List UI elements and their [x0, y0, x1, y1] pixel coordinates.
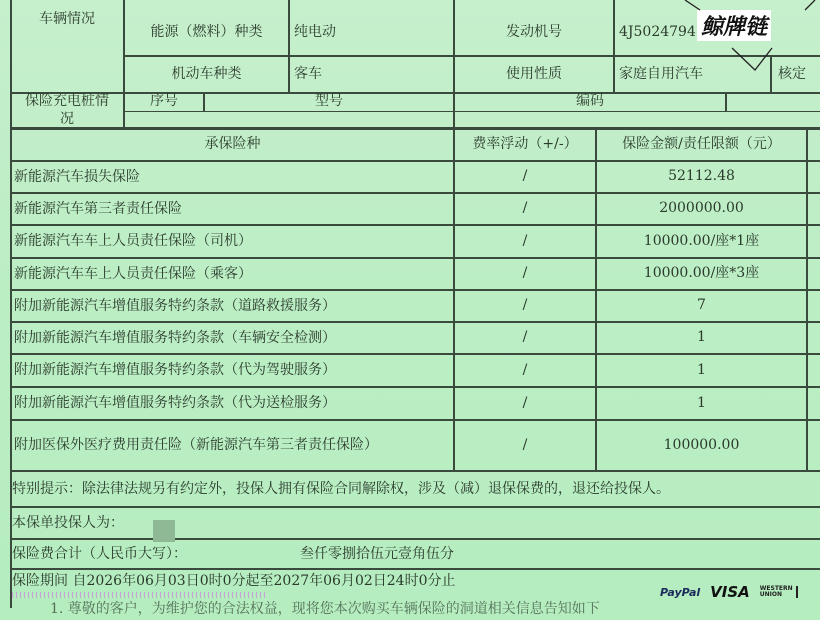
coverage-amount: 1 — [697, 361, 706, 378]
usage-value: 家庭自用汽车 — [619, 66, 703, 83]
engine-number-label: 发动机号 — [506, 23, 562, 40]
coverage-name: 新能源汽车损失保险 — [14, 168, 140, 185]
approved-label: 核定 — [778, 66, 806, 83]
coverage-rate: / — [522, 297, 528, 314]
usage-label: 使用性质 — [506, 65, 562, 82]
coverage-amount: 52112.48 — [668, 168, 735, 185]
payment-logos — [660, 583, 798, 601]
policyholder-label: 本保单投保人为： — [12, 514, 124, 531]
charger-model-header: 型号 — [315, 92, 343, 109]
coverage-amount: 10000.00/座*3座 — [643, 265, 760, 282]
coverage-rate: / — [522, 200, 528, 217]
coverage-name: 附加医保外医疗费用责任险（新能源汽车第三者责任保险） — [14, 437, 378, 454]
coverage-name: 新能源汽车车上人员责任保险（乘客） — [14, 265, 252, 282]
premium-value: 叁仟零捌拾伍元壹角伍分 — [300, 545, 454, 562]
coverage-name: 附加新能源汽车增值服务特约条款（道路救援服务） — [14, 297, 336, 314]
coverage-amount: 10000.00/座*1座 — [643, 232, 760, 249]
coverage-rate: / — [522, 168, 528, 185]
insurance-period: 保险期间 自2026年06月03日0时0分起至2027年06月02日24时0分止 — [12, 572, 456, 589]
paypal-logo: PayPal — [660, 585, 701, 599]
footer-partial-text: 1. 尊敬的客户，为维护您的合法权益，现将您本次购买车辆保险的洞道相关信息告知如下 — [50, 600, 600, 617]
coverage-name: 新能源汽车车上人员责任保险（司机） — [14, 233, 252, 250]
fuel-type-label: 能源（燃料）种类 — [150, 23, 263, 40]
special-notice: 特别提示：除法律法规另有约定外，投保人拥有保险合同解除权，涉及（减）退保保费的，退还给投保人。 — [12, 480, 670, 497]
engine-number-value: 4J5024794 — [619, 24, 696, 41]
coverage-name: 附加新能源汽车增值服务特约条款（车辆安全检测） — [14, 329, 336, 346]
charger-code-header: 编码 — [576, 92, 604, 109]
barcode-strip — [12, 592, 267, 598]
coverage-rate: / — [522, 361, 528, 378]
header-rate-float: 费率浮动（+/-） — [472, 136, 578, 153]
coverage-amount: 100000.00 — [663, 436, 740, 453]
coverage-rate: / — [522, 436, 528, 453]
watermark-chevron-icon — [680, 0, 820, 80]
coverage-amount: 7 — [697, 297, 706, 314]
vehicle-type-value: 客车 — [294, 66, 322, 83]
redaction-block — [153, 520, 175, 542]
vehicle-type-label: 机动车种类 — [171, 65, 242, 82]
coverage-rate: / — [522, 265, 528, 282]
coverage-rate: / — [522, 394, 528, 411]
coverage-amount: 2000000.00 — [659, 200, 744, 217]
coverage-rate: / — [522, 232, 528, 249]
coverage-name: 新能源汽车第三者责任保险 — [14, 200, 182, 217]
coverage-name: 附加新能源汽车增值服务特约条款（代为驾驶服务） — [14, 362, 336, 379]
visa-logo: VISA — [710, 583, 750, 601]
header-coverage-type: 承保险种 — [204, 136, 261, 153]
fuel-type-value: 纯电动 — [294, 24, 336, 41]
coverage-amount: 1 — [697, 329, 706, 346]
charger-seq-header: 序号 — [150, 92, 178, 109]
vehicle-section-label: 车辆情况 — [39, 11, 95, 28]
coverage-name: 附加新能源汽车增值服务特约条款（代为送检服务） — [14, 395, 336, 412]
coverage-rate: / — [522, 329, 528, 346]
premium-label: 保险费合计（人民币大写）： — [12, 545, 187, 562]
coverage-amount: 1 — [697, 394, 706, 411]
charger-section-label: 保险充电桩情况 — [25, 93, 109, 127]
watermark-logo: 鲸牌链 — [697, 10, 771, 41]
header-insured-amount: 保险金额/责任限额（元） — [622, 136, 781, 153]
western-union-logo: WESTERN UNION — [760, 586, 798, 598]
